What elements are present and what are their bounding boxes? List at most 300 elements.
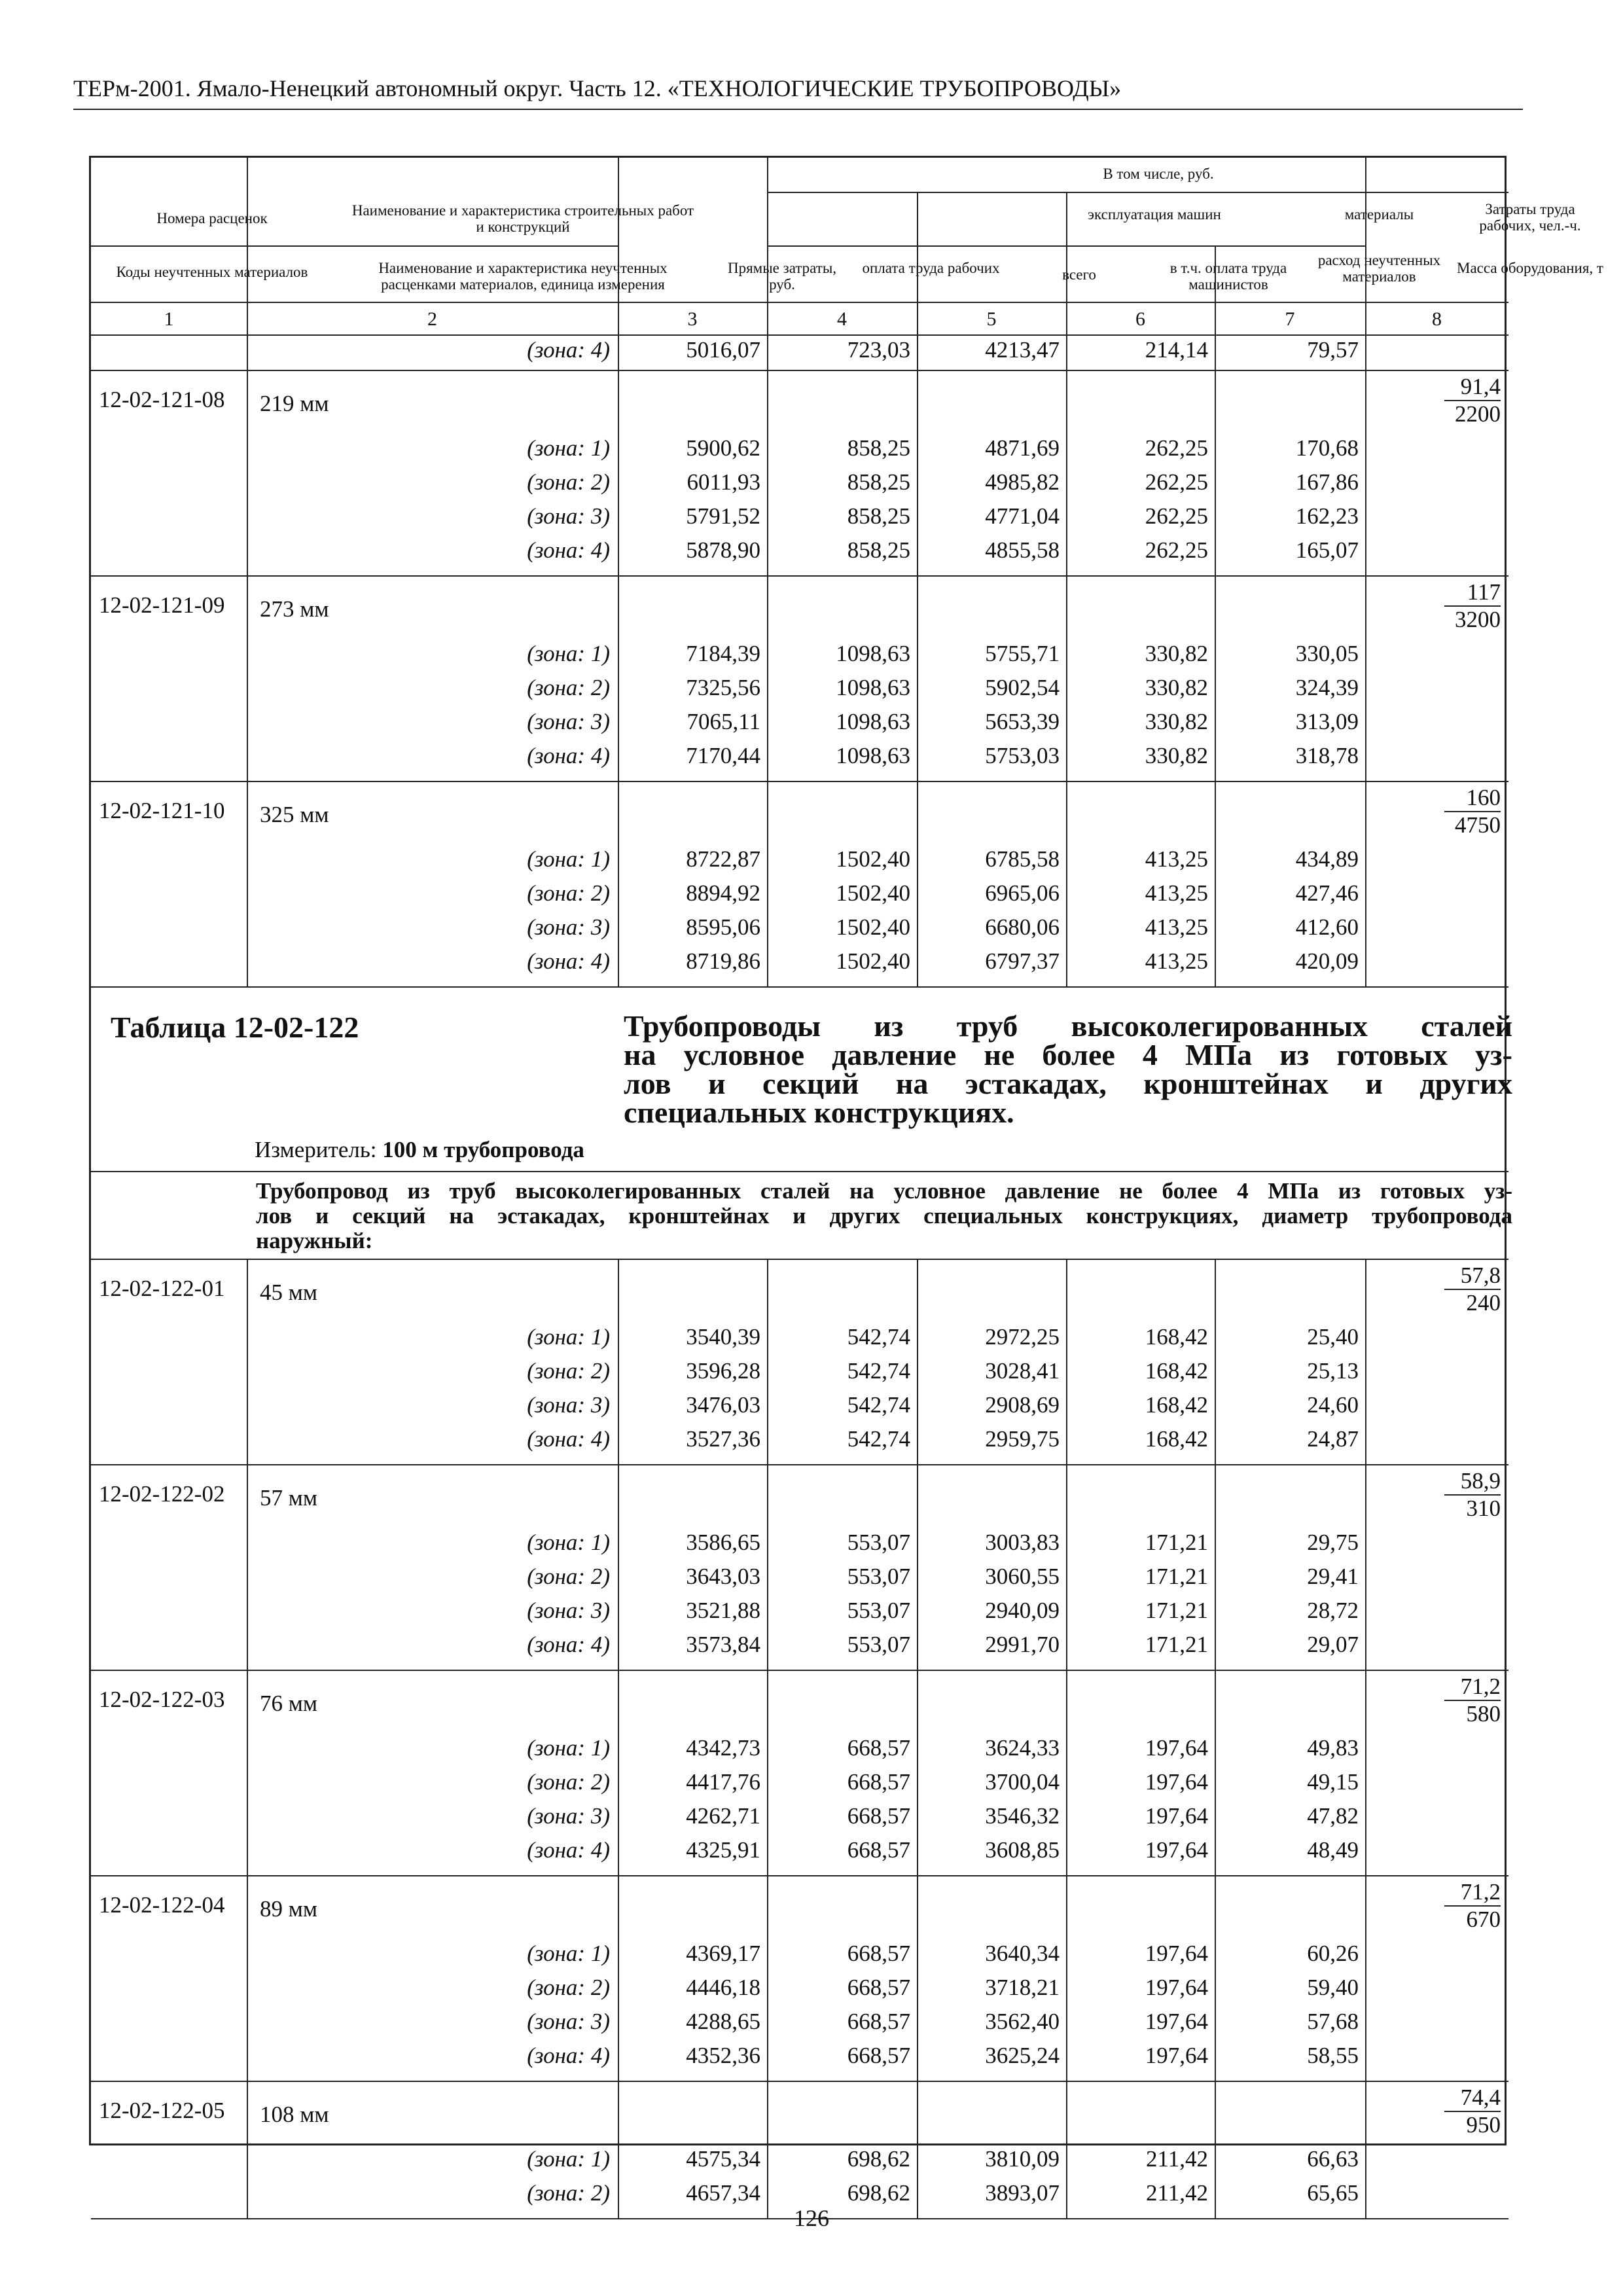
value-cell: 4771,04 [985, 503, 1060, 529]
column-rule [618, 1875, 619, 2081]
column-rule [1066, 1259, 1067, 1464]
meter [255, 1136, 584, 1164]
column-rule [917, 2081, 918, 2218]
zone-label: (зона: 3) [527, 503, 610, 529]
value-cell: 668,57 [847, 2009, 910, 2034]
value-cell: 28,72 [1307, 1598, 1359, 1623]
value-cell: 3643,03 [686, 1564, 760, 1589]
value-cell: 3003,83 [985, 1530, 1060, 1555]
value-cell: 668,57 [847, 1837, 910, 1863]
value-cell: 3573,84 [686, 1632, 760, 1657]
column-rule [1365, 1670, 1366, 1875]
zone-label: (зона: 3) [527, 709, 610, 734]
column-rule [1215, 245, 1216, 302]
value-cell: 1502,40 [836, 914, 910, 940]
value-cell: 197,64 [1145, 2043, 1208, 2068]
header-material-codes: Коды неучтенных материалов [116, 264, 308, 280]
column-rule [1365, 575, 1366, 781]
labor-hours: 74,4 [1444, 2085, 1501, 2112]
column-rule [1066, 2081, 1067, 2218]
value-cell: 3625,24 [985, 2043, 1060, 2068]
column-rule [767, 302, 768, 334]
column-rule [618, 1464, 619, 1670]
value-cell: 24,60 [1307, 1392, 1359, 1418]
header-machines: эксплуатация машин [1088, 206, 1221, 223]
value-cell: 29,75 [1307, 1530, 1359, 1555]
value-cell: 49,83 [1307, 1735, 1359, 1761]
column-rule [1066, 370, 1067, 575]
column-rule [1066, 245, 1067, 302]
labor-hours: 91,4 [1444, 374, 1501, 401]
zone-label: (зона: 2) [527, 1769, 610, 1795]
rate-code: 12-02-121-10 [99, 798, 225, 823]
column-rule [247, 1875, 248, 2081]
column-rule [247, 781, 248, 986]
column-rule [917, 302, 918, 334]
value-cell: 413,25 [1145, 880, 1208, 906]
value-cell: 3718,21 [985, 1975, 1060, 2000]
header-work-name: Наименование и характеристика строительных работ и конструкций [351, 202, 694, 235]
value-cell: 7065,11 [687, 709, 760, 734]
value-cell: 3476,03 [686, 1392, 760, 1418]
value-cell: 5791,52 [686, 503, 760, 529]
value-cell: 5900,62 [686, 435, 760, 461]
value-cell: 8722,87 [686, 846, 760, 872]
rate-code: 12-02-122-05 [99, 2098, 225, 2123]
column-rule [1365, 1259, 1366, 1464]
labor-mass-fraction [1429, 2085, 1501, 2138]
rate-code: 12-02-122-01 [99, 1276, 225, 1301]
column-rule [917, 334, 918, 370]
labor-mass-fraction [1429, 1468, 1501, 1522]
value-cell: 553,07 [847, 1632, 910, 1657]
column-rule [1365, 1875, 1366, 2081]
column-rule [247, 158, 248, 302]
labor-mass-fraction [1429, 579, 1501, 633]
header-rate-numbers: Номера расценок [156, 210, 268, 226]
value-cell: 668,57 [847, 1769, 910, 1795]
value-cell: 29,07 [1307, 1632, 1359, 1657]
equipment-mass: 4750 [1455, 812, 1501, 838]
column-rule [247, 302, 248, 334]
labor-mass-fraction [1429, 785, 1501, 838]
zone-label: (зона: 4) [527, 2043, 610, 2068]
column-rule [1066, 302, 1067, 334]
item-name: 89 мм [260, 1896, 318, 1922]
value-cell: 4657,34 [686, 2180, 760, 2206]
value-cell: 553,07 [847, 1530, 910, 1555]
value-cell: 211,42 [1146, 2146, 1208, 2172]
value-cell: 262,25 [1145, 435, 1208, 461]
value-cell: 4446,18 [686, 1975, 760, 2000]
column-rule [618, 1670, 619, 1875]
zone-label: (зона: 4) [527, 743, 610, 768]
value-cell: 197,64 [1145, 1735, 1208, 1761]
value-cell: 3810,09 [985, 2146, 1060, 2172]
value-cell: 79,57 [1307, 337, 1359, 363]
rule [91, 1875, 1508, 1876]
value-cell: 330,82 [1145, 743, 1208, 768]
value-cell: 57,68 [1307, 2009, 1359, 2034]
zone-label: (зона: 4) [527, 337, 610, 363]
value-cell: 330,05 [1295, 641, 1359, 666]
header-machines-labor: в т.ч. оплата труда машинистов [1169, 260, 1287, 293]
value-cell: 171,21 [1145, 1598, 1208, 1623]
value-cell: 1098,63 [836, 743, 910, 768]
column-rule [1215, 1875, 1216, 2081]
value-cell: 1502,40 [836, 880, 910, 906]
value-cell: 29,41 [1307, 1564, 1359, 1589]
running-header: ТЕРм-2001. Ямало-Ненецкий автономный округ. Часть 12. «ТЕХНОЛОГИЧЕСКИЕ ТРУБОПРОВОДЫ» [73, 73, 1523, 110]
equipment-mass: 580 [1466, 1701, 1501, 1727]
rate-code: 12-02-122-02 [99, 1481, 225, 1507]
item-name: 57 мм [260, 1485, 318, 1511]
rule [91, 1259, 1508, 1260]
value-cell: 6011,93 [687, 469, 760, 495]
labor-mass-fraction [1429, 374, 1501, 427]
zone-label: (зона: 3) [527, 914, 610, 940]
column-rule [917, 1464, 918, 1670]
value-cell: 4213,47 [985, 337, 1060, 363]
column-number: 5 [986, 308, 997, 330]
column-rule [1215, 2081, 1216, 2218]
value-cell: 4575,34 [686, 2146, 760, 2172]
column-rule [247, 2081, 248, 2218]
zone-label: (зона: 1) [527, 641, 610, 666]
value-cell: 3700,04 [985, 1769, 1060, 1795]
column-rule [247, 575, 248, 781]
column-rule [247, 334, 248, 370]
zone-label: (зона: 1) [527, 1530, 610, 1555]
header-direct-costs: Прямые затраты, руб. [727, 260, 837, 293]
column-number: 7 [1285, 308, 1295, 330]
value-cell: 413,25 [1145, 846, 1208, 872]
value-cell: 434,89 [1295, 846, 1359, 872]
value-cell: 197,64 [1145, 1975, 1208, 2000]
section-title-line: Трубопровод из труб высоколегированных сталей на условное давление не более 4 МПа из готовых уз- [256, 1178, 1512, 1204]
header-materials: материалы [1344, 206, 1414, 223]
value-cell: 6965,06 [985, 880, 1060, 906]
rule [91, 1464, 1508, 1465]
value-cell: 5902,54 [985, 675, 1060, 700]
rate-code: 12-02-122-04 [99, 1892, 225, 1918]
column-rule [1215, 575, 1216, 781]
column-rule [247, 1464, 248, 1670]
section-title-line: лов и секций на эстакадах, кронштейнах и других специальных конструкциях, диаметр трубопровода [256, 1203, 1512, 1229]
item-name: 45 мм [260, 1280, 318, 1305]
value-cell: 3521,88 [686, 1598, 760, 1623]
value-cell: 171,21 [1145, 1564, 1208, 1589]
value-cell: 7325,56 [686, 675, 760, 700]
column-rule [618, 781, 619, 986]
column-rule [767, 2081, 768, 2218]
value-cell: 5016,07 [686, 337, 760, 363]
value-cell: 171,21 [1145, 1632, 1208, 1657]
zone-label: (зона: 1) [527, 435, 610, 461]
value-cell: 3540,39 [686, 1324, 760, 1350]
value-cell: 66,63 [1307, 2146, 1359, 2172]
value-cell: 318,78 [1295, 743, 1359, 768]
value-cell: 48,49 [1307, 1837, 1359, 1863]
value-cell: 7170,44 [686, 743, 760, 768]
value-cell: 47,82 [1307, 1803, 1359, 1829]
column-rule [917, 1259, 918, 1464]
rule [91, 575, 1508, 577]
column-rule [1066, 1670, 1067, 1875]
column-rule [767, 158, 768, 302]
table-description-line: Трубопроводы из труб высоколегированных сталей [624, 1009, 1512, 1043]
value-cell: 4985,82 [985, 469, 1060, 495]
equipment-mass: 2200 [1455, 401, 1501, 427]
column-rule [917, 575, 918, 781]
item-name: 76 мм [260, 1691, 318, 1716]
value-cell: 168,42 [1145, 1324, 1208, 1350]
value-cell: 2991,70 [985, 1632, 1060, 1657]
rule [91, 781, 1508, 782]
value-cell: 330,82 [1145, 709, 1208, 734]
value-cell: 168,42 [1145, 1392, 1208, 1418]
value-cell: 698,62 [847, 2146, 910, 2172]
table-description-line: на условное давление не более 4 МПа из готовых уз- [624, 1038, 1512, 1071]
labor-hours: 160 [1444, 785, 1501, 812]
header-equipment-mass: Масса оборудования, т [1457, 260, 1603, 276]
column-rule [618, 2081, 619, 2218]
value-cell: 723,03 [847, 337, 910, 363]
value-cell: 858,25 [847, 503, 910, 529]
value-cell: 542,74 [847, 1426, 910, 1452]
value-cell: 4325,91 [686, 1837, 760, 1863]
value-cell: 171,21 [1145, 1530, 1208, 1555]
zone-label: (зона: 4) [527, 1837, 610, 1863]
labor-hours: 71,2 [1444, 1879, 1501, 1907]
zone-label: (зона: 4) [527, 1632, 610, 1657]
zone-label: (зона: 1) [527, 846, 610, 872]
column-rule [618, 575, 619, 781]
zone-label: (зона: 3) [527, 1598, 610, 1623]
value-cell: 4855,58 [985, 537, 1060, 563]
value-cell: 2959,75 [985, 1426, 1060, 1452]
value-cell: 197,64 [1145, 1941, 1208, 1966]
equipment-mass: 950 [1466, 2112, 1501, 2138]
value-cell: 3527,36 [686, 1426, 760, 1452]
item-name: 219 мм [260, 391, 329, 416]
value-cell: 412,60 [1295, 914, 1359, 940]
value-cell: 4288,65 [686, 2009, 760, 2034]
value-cell: 413,25 [1145, 914, 1208, 940]
column-rule [618, 302, 619, 334]
header-labor-hours: Затраты труда рабочих, чел.-ч. [1479, 201, 1581, 234]
value-cell: 214,14 [1145, 337, 1208, 363]
zone-label: (зона: 4) [527, 1426, 610, 1452]
value-cell: 668,57 [847, 1803, 910, 1829]
column-rule [1365, 2081, 1366, 2218]
column-rule [1215, 1259, 1216, 1464]
column-rule [1365, 192, 1366, 302]
value-cell: 8719,86 [686, 948, 760, 974]
column-rule [618, 334, 619, 370]
value-cell: 858,25 [847, 469, 910, 495]
value-cell: 5755,71 [985, 641, 1060, 666]
column-rule [247, 370, 248, 575]
column-rule [917, 781, 918, 986]
column-rule [917, 370, 918, 575]
column-rule [1365, 158, 1366, 192]
zone-label: (зона: 2) [527, 880, 610, 906]
labor-hours: 58,9 [1444, 1468, 1501, 1496]
header-including: В том числе, руб. [1103, 166, 1214, 182]
value-cell: 6797,37 [985, 948, 1060, 974]
column-rule [618, 370, 619, 575]
value-cell: 3640,34 [985, 1941, 1060, 1966]
value-cell: 553,07 [847, 1598, 910, 1623]
column-rule [767, 1670, 768, 1875]
rule [91, 1670, 1508, 1671]
value-cell: 3608,85 [985, 1837, 1060, 1863]
column-rule [767, 1875, 768, 2081]
equipment-mass: 240 [1466, 1290, 1501, 1316]
column-rule [767, 334, 768, 370]
column-rule [618, 1259, 619, 1464]
column-rule [1066, 192, 1067, 245]
column-rule [917, 1670, 918, 1875]
value-cell: 1502,40 [836, 948, 910, 974]
item-name: 325 мм [260, 802, 329, 827]
value-cell: 2940,09 [985, 1598, 1060, 1623]
value-cell: 668,57 [847, 2043, 910, 2068]
value-cell: 25,40 [1307, 1324, 1359, 1350]
zone-label: (зона: 4) [527, 948, 610, 974]
value-cell: 3060,55 [985, 1564, 1060, 1589]
value-cell: 1098,63 [836, 641, 910, 666]
rate-code: 12-02-121-08 [99, 387, 225, 412]
rule [91, 986, 1508, 988]
column-number: 4 [837, 308, 847, 330]
value-cell: 197,64 [1145, 1837, 1208, 1863]
value-cell: 6680,06 [985, 914, 1060, 940]
column-rule [767, 1259, 768, 1464]
value-cell: 542,74 [847, 1392, 910, 1418]
rule [91, 1171, 1508, 1172]
value-cell: 1098,63 [836, 675, 910, 700]
column-rule [1365, 1464, 1366, 1670]
column-rule [1066, 1875, 1067, 2081]
value-cell: 25,13 [1307, 1358, 1359, 1384]
zone-label: (зона: 3) [527, 1803, 610, 1829]
zone-label: (зона: 3) [527, 1392, 610, 1418]
value-cell: 324,39 [1295, 675, 1359, 700]
value-cell: 167,86 [1295, 469, 1359, 495]
item-name: 273 мм [260, 596, 329, 622]
rule [767, 192, 1508, 193]
zone-label: (зона: 2) [527, 2180, 610, 2206]
value-cell: 668,57 [847, 1735, 910, 1761]
value-cell: 5753,03 [985, 743, 1060, 768]
value-cell: 427,46 [1295, 880, 1359, 906]
value-cell: 262,25 [1145, 503, 1208, 529]
table-number: Таблица 12-02-122 [111, 1011, 359, 1044]
column-rule [1066, 1464, 1067, 1670]
value-cell: 420,09 [1295, 948, 1359, 974]
value-cell: 3596,28 [686, 1358, 760, 1384]
value-cell: 4262,71 [686, 1803, 760, 1829]
zone-label: (зона: 2) [527, 1358, 610, 1384]
labor-hours: 117 [1444, 579, 1501, 607]
value-cell: 698,62 [847, 2180, 910, 2206]
column-rule [1215, 302, 1216, 334]
value-cell: 197,64 [1145, 1769, 1208, 1795]
value-cell: 4352,36 [686, 2043, 760, 2068]
labor-mass-fraction [1429, 1263, 1501, 1316]
rate-code: 12-02-122-03 [99, 1687, 225, 1712]
value-cell: 858,25 [847, 435, 910, 461]
column-number: 1 [164, 308, 174, 330]
header-machines-total: всего [1062, 266, 1096, 283]
column-rule [1215, 370, 1216, 575]
value-cell: 168,42 [1145, 1426, 1208, 1452]
labor-hours: 71,2 [1444, 1674, 1501, 1701]
rule [91, 245, 618, 247]
value-cell: 542,74 [847, 1324, 910, 1350]
item-name: 108 мм [260, 2102, 329, 2127]
column-rule [767, 781, 768, 986]
labor-mass-fraction [1429, 1674, 1501, 1727]
column-number: 2 [427, 308, 437, 330]
value-cell: 3624,33 [985, 1735, 1060, 1761]
column-rule [247, 1259, 248, 1464]
zone-label: (зона: 1) [527, 1735, 610, 1761]
labor-hours: 57,8 [1444, 1263, 1501, 1290]
value-cell: 4342,73 [686, 1735, 760, 1761]
value-cell: 1098,63 [836, 709, 910, 734]
value-cell: 2972,25 [985, 1324, 1060, 1350]
column-rule [1066, 334, 1067, 370]
value-cell: 542,74 [847, 1358, 910, 1384]
value-cell: 5878,90 [686, 537, 760, 563]
column-rule [767, 575, 768, 781]
value-cell: 168,42 [1145, 1358, 1208, 1384]
column-rule [1215, 334, 1216, 370]
value-cell: 7184,39 [686, 641, 760, 666]
header-labor-pay: оплата труда рабочих [862, 260, 1000, 276]
value-cell: 8894,92 [686, 880, 760, 906]
column-rule [917, 1875, 918, 2081]
value-cell: 313,09 [1295, 709, 1359, 734]
rates-table [89, 156, 1603, 2206]
equipment-mass: 3200 [1455, 607, 1501, 632]
value-cell: 330,82 [1145, 641, 1208, 666]
value-cell: 668,57 [847, 1975, 910, 2000]
value-cell: 4871,69 [985, 435, 1060, 461]
table-description-line: специальных конструкциях. [624, 1096, 1014, 1129]
value-cell: 413,25 [1145, 948, 1208, 974]
column-rule [1365, 370, 1366, 575]
column-rule [1066, 575, 1067, 781]
header-material-name: Наименование и характеристика неучтенных расценками материалов, единица измерения [378, 260, 668, 293]
value-cell: 3562,40 [985, 2009, 1060, 2034]
value-cell: 3028,41 [985, 1358, 1060, 1384]
rule [91, 2081, 1508, 2082]
column-rule [1365, 334, 1366, 370]
value-cell: 262,25 [1145, 469, 1208, 495]
column-rule [1215, 1464, 1216, 1670]
value-cell: 197,64 [1145, 1803, 1208, 1829]
value-cell: 858,25 [847, 537, 910, 563]
equipment-mass: 670 [1466, 1907, 1501, 1932]
value-cell: 330,82 [1145, 675, 1208, 700]
zone-label: (зона: 2) [527, 675, 610, 700]
rule [91, 302, 1508, 303]
column-rule [1066, 781, 1067, 986]
